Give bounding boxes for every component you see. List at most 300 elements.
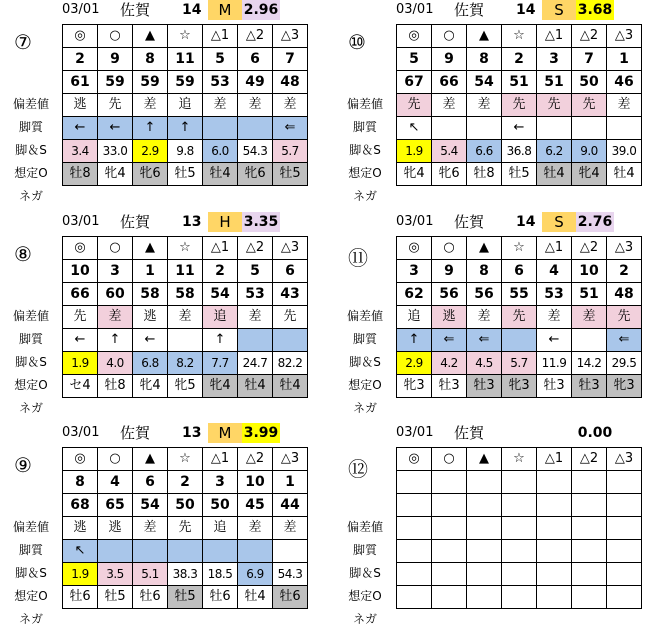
nega-cell: 牡6 bbox=[63, 586, 98, 609]
table-row bbox=[397, 48, 642, 71]
panel-header bbox=[0, 212, 334, 232]
table-row bbox=[397, 237, 642, 260]
nega-cell: 牡4 bbox=[607, 163, 642, 186]
odds-cell: 2.9 bbox=[397, 352, 432, 375]
style-cell: 差 bbox=[467, 306, 502, 329]
horse-number-cell: 6 bbox=[502, 260, 537, 283]
ashi-cell bbox=[397, 540, 432, 563]
race-date: 03/01 bbox=[62, 214, 100, 229]
ashi-cell: ⇐ bbox=[467, 329, 502, 352]
nega-cell: 牝4 bbox=[397, 163, 432, 186]
style-cell: 差 bbox=[238, 306, 273, 329]
row-label: 想定O bbox=[348, 166, 382, 180]
ashi-cell bbox=[238, 117, 273, 140]
table-row bbox=[397, 25, 642, 48]
odds-cell: 1.9 bbox=[397, 140, 432, 163]
style-cell: 差 bbox=[238, 94, 273, 117]
ashi-cell bbox=[168, 540, 203, 563]
ashi-cell: ← bbox=[63, 117, 98, 140]
odds-cell: 6.6 bbox=[467, 140, 502, 163]
style-cell bbox=[502, 517, 537, 540]
row-label: 偏差値 bbox=[12, 309, 49, 323]
ashi-cell: ↖ bbox=[63, 540, 98, 563]
row-label: 脚質 bbox=[18, 120, 43, 134]
ashi-cell bbox=[607, 540, 642, 563]
deviation-cell: 46 bbox=[607, 71, 642, 94]
horse-number-cell: 11 bbox=[168, 260, 203, 283]
nega-cell bbox=[397, 586, 432, 609]
odds-cell: 6.0 bbox=[203, 140, 238, 163]
ashi-cell bbox=[432, 540, 467, 563]
horse-number-cell: 8 bbox=[467, 48, 502, 71]
mark-cell: △3 bbox=[273, 25, 308, 48]
deviation-cell: 62 bbox=[397, 283, 432, 306]
deviation-cell: 58 bbox=[168, 283, 203, 306]
deviation-cell: 59 bbox=[168, 71, 203, 94]
odds-cell: 54.3 bbox=[273, 563, 308, 586]
row-label: 想定O bbox=[348, 589, 382, 603]
horse-number-cell: 9 bbox=[98, 48, 133, 71]
mark-cell: ☆ bbox=[502, 25, 537, 48]
horse-number-cell bbox=[432, 471, 467, 494]
horse-number-cell: 10 bbox=[238, 471, 273, 494]
nega-cell: 牡5 bbox=[273, 163, 308, 186]
odds-cell: 11.9 bbox=[537, 352, 572, 375]
row-label: 脚質 bbox=[352, 543, 377, 557]
mark-cell: ○ bbox=[98, 25, 133, 48]
ashi-cell: ↖ bbox=[397, 117, 432, 140]
style-cell: 差 bbox=[133, 94, 168, 117]
row-label: ネガ bbox=[352, 401, 377, 415]
odds-cell: 4.5 bbox=[467, 352, 502, 375]
style-cell: 逃 bbox=[63, 517, 98, 540]
race-number: ⑦ bbox=[14, 30, 32, 54]
deviation-cell: 51 bbox=[572, 283, 607, 306]
nega-cell: 牡6 bbox=[273, 586, 308, 609]
odds-cell bbox=[432, 563, 467, 586]
row-label: 脚質 bbox=[352, 332, 377, 346]
ashi-cell bbox=[203, 117, 238, 140]
mark-cell: △3 bbox=[607, 448, 642, 471]
nega-cell: 牡3 bbox=[467, 375, 502, 398]
race-number: ⑪ bbox=[348, 246, 368, 270]
deviation-cell: 61 bbox=[63, 71, 98, 94]
style-cell: 先 bbox=[397, 94, 432, 117]
horse-number-cell: 9 bbox=[432, 48, 467, 71]
deviation-cell bbox=[607, 494, 642, 517]
ashi-cell: ↑ bbox=[168, 117, 203, 140]
mark-cell: ○ bbox=[432, 448, 467, 471]
style-cell: 追 bbox=[168, 94, 203, 117]
odds-cell: 33.0 bbox=[98, 140, 133, 163]
race-date: 03/01 bbox=[62, 425, 100, 440]
race-index: 3.35 bbox=[243, 214, 279, 230]
nega-cell: 牡5 bbox=[168, 586, 203, 609]
style-cell: 先 bbox=[168, 517, 203, 540]
race-number: ⑨ bbox=[14, 453, 32, 477]
mark-cell: ○ bbox=[98, 237, 133, 260]
ashi-cell bbox=[572, 540, 607, 563]
table-row bbox=[397, 563, 642, 586]
nega-cell: 牝3 bbox=[502, 375, 537, 398]
row-label: 脚質 bbox=[18, 543, 43, 557]
race-number: ⑧ bbox=[14, 242, 32, 266]
mark-cell: △2 bbox=[238, 237, 273, 260]
race-number: ⑩ bbox=[348, 30, 366, 54]
row-label: 脚＆S bbox=[15, 355, 47, 369]
style-cell: 追 bbox=[397, 306, 432, 329]
odds-cell: 24.7 bbox=[238, 352, 273, 375]
horse-count: 14 bbox=[182, 2, 202, 18]
race-type-badge: M bbox=[208, 423, 242, 443]
horse-number-cell: 3 bbox=[98, 260, 133, 283]
mark-cell: △3 bbox=[607, 237, 642, 260]
nega-cell: 牡8 bbox=[467, 163, 502, 186]
race-index: 3.99 bbox=[243, 425, 279, 441]
nega-cell bbox=[502, 586, 537, 609]
row-label: ネガ bbox=[18, 401, 43, 415]
style-cell bbox=[432, 517, 467, 540]
table-row bbox=[397, 329, 642, 352]
row-label: 偏差値 bbox=[346, 309, 383, 323]
horse-number-cell: 7 bbox=[273, 48, 308, 71]
race-place: 佐賀 bbox=[454, 1, 485, 19]
mark-cell: △3 bbox=[607, 25, 642, 48]
horse-number-cell: 3 bbox=[537, 48, 572, 71]
horse-number-cell bbox=[537, 471, 572, 494]
nega-cell: 牡4 bbox=[238, 375, 273, 398]
horse-number-cell: 11 bbox=[168, 48, 203, 71]
style-cell: 差 bbox=[98, 306, 133, 329]
style-cell: 差 bbox=[607, 94, 642, 117]
mark-cell: △2 bbox=[572, 237, 607, 260]
ashi-cell: ⇐ bbox=[607, 329, 642, 352]
horse-number-cell: 8 bbox=[63, 471, 98, 494]
style-cell: 先 bbox=[273, 306, 308, 329]
ashi-cell: ← bbox=[502, 117, 537, 140]
style-cell: 逃 bbox=[63, 94, 98, 117]
nega-cell: 牡8 bbox=[98, 375, 133, 398]
deviation-cell: 43 bbox=[273, 283, 308, 306]
nega-cell: 牝4 bbox=[133, 375, 168, 398]
horse-number-cell: 6 bbox=[238, 48, 273, 71]
table-row bbox=[63, 71, 308, 94]
style-cell bbox=[607, 517, 642, 540]
horse-number-cell: 2 bbox=[203, 260, 238, 283]
ashi-cell: ← bbox=[98, 117, 133, 140]
style-cell: 先 bbox=[537, 94, 572, 117]
horse-number-cell: 9 bbox=[432, 260, 467, 283]
row-label: 脚＆S bbox=[349, 143, 381, 157]
nega-cell: 牝3 bbox=[607, 375, 642, 398]
deviation-cell bbox=[537, 494, 572, 517]
deviation-cell: 58 bbox=[133, 283, 168, 306]
horse-count: 14 bbox=[516, 2, 536, 18]
race-date: 03/01 bbox=[396, 214, 434, 229]
style-cell: 差 bbox=[168, 306, 203, 329]
odds-cell: 36.8 bbox=[502, 140, 537, 163]
race-panel bbox=[0, 212, 334, 422]
nega-cell: 牡5 bbox=[502, 163, 537, 186]
mark-cell: △1 bbox=[537, 237, 572, 260]
nega-cell: 牡6 bbox=[133, 586, 168, 609]
ashi-cell bbox=[273, 329, 308, 352]
ashi-cell bbox=[572, 117, 607, 140]
race-place: 佐賀 bbox=[120, 1, 151, 19]
mark-cell: ▲ bbox=[133, 237, 168, 260]
nega-cell bbox=[467, 586, 502, 609]
deviation-cell: 65 bbox=[98, 494, 133, 517]
odds-cell: 82.2 bbox=[273, 352, 308, 375]
table-row bbox=[63, 260, 308, 283]
style-cell: 先 bbox=[63, 306, 98, 329]
nega-cell: 牝6 bbox=[133, 163, 168, 186]
horse-number-cell: 3 bbox=[397, 260, 432, 283]
horse-number-cell bbox=[397, 471, 432, 494]
ashi-cell bbox=[467, 117, 502, 140]
style-cell: 逃 bbox=[98, 517, 133, 540]
odds-cell: 1.9 bbox=[63, 352, 98, 375]
deviation-cell: 50 bbox=[168, 494, 203, 517]
nega-cell bbox=[432, 586, 467, 609]
horse-number-cell: 3 bbox=[203, 471, 238, 494]
deviation-cell bbox=[397, 494, 432, 517]
deviation-cell: 53 bbox=[203, 71, 238, 94]
ashi-cell bbox=[537, 117, 572, 140]
nega-cell: 牡3 bbox=[572, 375, 607, 398]
nega-cell: 牡6 bbox=[203, 586, 238, 609]
ashi-cell bbox=[203, 540, 238, 563]
nega-cell: 牝5 bbox=[168, 375, 203, 398]
race-type-badge: S bbox=[542, 0, 576, 20]
nega-cell bbox=[537, 586, 572, 609]
horse-number-cell: 6 bbox=[273, 260, 308, 283]
odds-cell bbox=[502, 563, 537, 586]
ashi-cell bbox=[502, 540, 537, 563]
style-cell: 追 bbox=[203, 517, 238, 540]
table-row bbox=[397, 471, 642, 494]
race-date: 03/01 bbox=[396, 2, 434, 17]
ashi-cell: ↑ bbox=[133, 117, 168, 140]
ashi-cell: ⇐ bbox=[273, 117, 308, 140]
horse-table bbox=[62, 236, 308, 398]
deviation-cell bbox=[572, 494, 607, 517]
ashi-cell bbox=[133, 540, 168, 563]
table-row bbox=[63, 329, 308, 352]
race-date: 03/01 bbox=[396, 425, 434, 440]
style-cell: 差 bbox=[572, 306, 607, 329]
mark-cell: ◎ bbox=[397, 448, 432, 471]
odds-cell bbox=[572, 563, 607, 586]
odds-cell: 9.0 bbox=[572, 140, 607, 163]
row-label: 想定O bbox=[14, 589, 48, 603]
style-cell: 差 bbox=[203, 94, 238, 117]
style-cell: 差 bbox=[537, 306, 572, 329]
nega-cell: 牝3 bbox=[397, 375, 432, 398]
mark-cell: △2 bbox=[572, 25, 607, 48]
race-index: 2.76 bbox=[577, 214, 613, 230]
deviation-cell bbox=[467, 494, 502, 517]
nega-cell: 牡4 bbox=[238, 586, 273, 609]
table-row bbox=[397, 283, 642, 306]
race-type-badge bbox=[542, 423, 576, 443]
mark-cell: ◎ bbox=[397, 237, 432, 260]
odds-cell: 5.4 bbox=[432, 140, 467, 163]
deviation-cell: 54 bbox=[203, 283, 238, 306]
style-cell: 逃 bbox=[432, 306, 467, 329]
odds-cell: 5.1 bbox=[133, 563, 168, 586]
deviation-cell bbox=[502, 494, 537, 517]
table-row bbox=[63, 494, 308, 517]
mark-cell: ▲ bbox=[133, 25, 168, 48]
nega-cell: 牡8 bbox=[63, 163, 98, 186]
mark-cell: △3 bbox=[273, 448, 308, 471]
style-cell: 先 bbox=[502, 94, 537, 117]
horse-number-cell: 5 bbox=[203, 48, 238, 71]
horse-number-cell: 1 bbox=[273, 471, 308, 494]
style-cell: 先 bbox=[502, 306, 537, 329]
odds-cell: 7.7 bbox=[203, 352, 238, 375]
deviation-cell: 49 bbox=[238, 71, 273, 94]
horse-table bbox=[396, 24, 642, 186]
table-row bbox=[63, 540, 308, 563]
ashi-cell: ← bbox=[537, 329, 572, 352]
table-row bbox=[63, 471, 308, 494]
deviation-cell: 51 bbox=[537, 71, 572, 94]
ashi-cell bbox=[168, 329, 203, 352]
horse-number-cell: 10 bbox=[572, 260, 607, 283]
race-panel bbox=[0, 0, 334, 210]
mark-cell: ○ bbox=[432, 237, 467, 260]
horse-number-cell bbox=[467, 471, 502, 494]
table-row bbox=[63, 563, 308, 586]
odds-cell: 8.2 bbox=[168, 352, 203, 375]
mark-cell: ☆ bbox=[502, 237, 537, 260]
row-label: 脚＆S bbox=[15, 143, 47, 157]
mark-cell: ☆ bbox=[168, 237, 203, 260]
horse-number-cell: 5 bbox=[238, 260, 273, 283]
deviation-cell: 53 bbox=[537, 283, 572, 306]
table-row bbox=[397, 94, 642, 117]
mark-cell: ▲ bbox=[467, 448, 502, 471]
row-label: 偏差値 bbox=[12, 97, 49, 111]
horse-number-cell: 2 bbox=[63, 48, 98, 71]
table-row bbox=[397, 494, 642, 517]
deviation-cell: 51 bbox=[502, 71, 537, 94]
ashi-cell bbox=[607, 117, 642, 140]
panel-header bbox=[334, 0, 668, 20]
style-cell bbox=[397, 517, 432, 540]
row-label: 脚＆S bbox=[349, 355, 381, 369]
nega-cell: 牡5 bbox=[168, 163, 203, 186]
odds-cell bbox=[537, 563, 572, 586]
race-type-badge: H bbox=[208, 212, 242, 232]
odds-cell: 38.3 bbox=[168, 563, 203, 586]
table-row bbox=[397, 448, 642, 471]
deviation-cell bbox=[432, 494, 467, 517]
mark-cell: ○ bbox=[98, 448, 133, 471]
deviation-cell: 50 bbox=[572, 71, 607, 94]
deviation-cell: 48 bbox=[273, 71, 308, 94]
nega-cell: 牡4 bbox=[537, 163, 572, 186]
table-row bbox=[397, 260, 642, 283]
mark-cell: ▲ bbox=[467, 25, 502, 48]
table-row bbox=[397, 352, 642, 375]
odds-cell bbox=[397, 563, 432, 586]
mark-cell: ☆ bbox=[502, 448, 537, 471]
nega-cell bbox=[572, 586, 607, 609]
panel-header bbox=[0, 0, 334, 20]
table-row bbox=[397, 117, 642, 140]
table-row bbox=[63, 94, 308, 117]
row-label: 脚＆S bbox=[349, 566, 381, 580]
table-row bbox=[63, 586, 308, 609]
horse-count: 13 bbox=[182, 214, 202, 230]
style-cell: 差 bbox=[238, 517, 273, 540]
ashi-cell: ↑ bbox=[98, 329, 133, 352]
horse-number-cell: 4 bbox=[98, 471, 133, 494]
deviation-cell: 59 bbox=[133, 71, 168, 94]
ashi-cell bbox=[273, 540, 308, 563]
race-number: ⑫ bbox=[348, 457, 368, 481]
table-row bbox=[63, 283, 308, 306]
style-cell: 差 bbox=[467, 94, 502, 117]
ashi-cell bbox=[238, 540, 273, 563]
table-row bbox=[63, 163, 308, 186]
row-label: 偏差値 bbox=[346, 97, 383, 111]
odds-cell: 18.5 bbox=[203, 563, 238, 586]
style-cell: 差 bbox=[133, 517, 168, 540]
table-row bbox=[63, 375, 308, 398]
panel-header bbox=[0, 423, 334, 443]
mark-cell: ◎ bbox=[63, 448, 98, 471]
race-panel bbox=[0, 423, 334, 633]
table-row bbox=[397, 140, 642, 163]
nega-cell: 牝4 bbox=[203, 375, 238, 398]
table-row bbox=[397, 306, 642, 329]
mark-cell: ◎ bbox=[63, 237, 98, 260]
horse-number-cell: 2 bbox=[607, 260, 642, 283]
race-place: 佐賀 bbox=[454, 213, 485, 231]
horse-number-cell bbox=[572, 471, 607, 494]
ashi-cell: ← bbox=[63, 329, 98, 352]
mark-cell: △3 bbox=[273, 237, 308, 260]
deviation-cell: 54 bbox=[467, 71, 502, 94]
odds-cell bbox=[607, 563, 642, 586]
horse-number-cell: 2 bbox=[502, 48, 537, 71]
horse-table bbox=[62, 447, 308, 609]
row-label: 脚質 bbox=[18, 332, 43, 346]
horse-number-cell: 5 bbox=[397, 48, 432, 71]
panel-header bbox=[334, 212, 668, 232]
race-type-badge: M bbox=[208, 0, 242, 20]
row-label: 偏差値 bbox=[346, 520, 383, 534]
horse-number-cell: 1 bbox=[607, 48, 642, 71]
odds-cell: 54.3 bbox=[238, 140, 273, 163]
row-label: ネガ bbox=[352, 612, 377, 626]
nega-cell: 牝6 bbox=[238, 163, 273, 186]
row-label: 想定O bbox=[14, 378, 48, 392]
style-cell: 先 bbox=[607, 306, 642, 329]
style-cell bbox=[467, 517, 502, 540]
mark-cell: ▲ bbox=[467, 237, 502, 260]
race-place: 佐賀 bbox=[120, 424, 151, 442]
horse-table bbox=[396, 447, 642, 609]
table-row bbox=[63, 448, 308, 471]
horse-number-cell: 8 bbox=[467, 260, 502, 283]
odds-cell: 3.5 bbox=[98, 563, 133, 586]
ashi-cell: ← bbox=[133, 329, 168, 352]
